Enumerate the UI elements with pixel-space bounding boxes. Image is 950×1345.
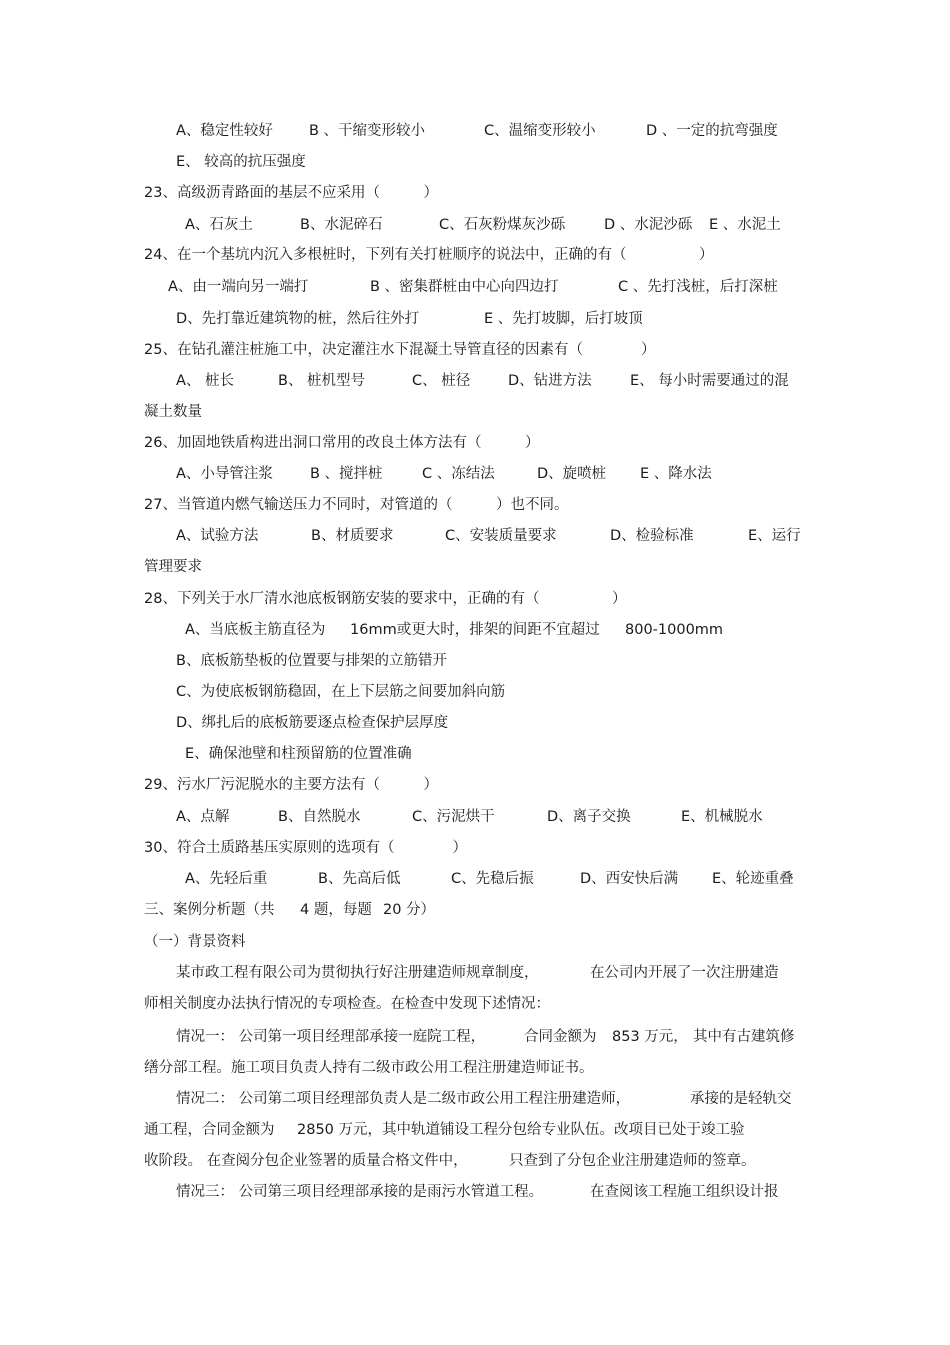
q23-option-e: E 、水泥土: [709, 217, 781, 233]
q25-option-a: A、 桩长: [176, 373, 235, 389]
q22-option-d: D 、一定的抗弯强度: [646, 123, 778, 139]
q22-options-row-1: [0, 118, 950, 144]
q24-options-row-1: [0, 274, 950, 300]
case-1-situation-1-line-1: 情况一： 公司第一项目经理部承接一庭院工程， 合同金额为 853 万元， 其中有古建筑修: [176, 1029, 795, 1045]
q25-option-d: D、钻进方法: [508, 373, 592, 389]
q29-options: [0, 804, 950, 830]
q26-option-c: C 、冻结法: [422, 466, 495, 482]
q23-option-b: B、水泥碎石: [300, 217, 383, 233]
q27-option-a: A、试验方法: [176, 528, 259, 544]
q29-stem: 29、污水厂污泥脱水的主要方法有（ ）: [144, 777, 438, 793]
q22-option-a: A、稳定性较好: [176, 123, 273, 139]
q24-options-row-2: [0, 306, 950, 332]
q26-option-e: E 、降水法: [640, 466, 712, 482]
q24-option-b: B 、密集群桩由中心向四边打: [370, 279, 559, 295]
q30-option-c: C、先稳后振: [451, 871, 534, 887]
q27-options: [0, 523, 950, 549]
case-1-situation-3-line-1: 情况三： 公司第三项目经理部承接的是雨污水管道工程。 在查阅该工程施工组织设计报: [176, 1184, 779, 1200]
q24-option-a: A、由一端向另一端打: [168, 279, 309, 295]
q30-option-a: A、先轻后重: [185, 871, 268, 887]
q30-option-d: D、西安快后满: [580, 871, 679, 887]
q29-option-b: B、自然脱水: [278, 809, 361, 825]
q22-options-row-2: [0, 149, 950, 175]
q27-option-e-continued: 管理要求: [144, 559, 202, 575]
q29-option-c: C、污泥烘干: [412, 809, 495, 825]
case-1-title: （一）背景资料: [144, 934, 246, 950]
q28-option-d: D、绑扎后的底板筋要逐点检查保护层厚度: [176, 715, 449, 731]
q22-option-c: C、温缩变形较小: [484, 123, 596, 139]
q25-options: [0, 368, 950, 394]
q30-stem: 30、符合土质路基压实原则的选项有（ ）: [144, 840, 467, 856]
q27-option-b: B、材质要求: [311, 528, 394, 544]
q25-option-e: E、 每小时需要通过的混: [630, 373, 789, 389]
q27-option-e: E、运行: [748, 528, 801, 544]
q24-stem: 24、在一个基坑内沉入多根桩时，下列有关打桩顺序的说法中，正确的有（ ）: [144, 247, 714, 263]
section-3-heading: 三、案例分析题（共 4 题，每题 20 分）: [144, 902, 436, 918]
q22-option-b: B 、干缩变形较小: [309, 123, 426, 139]
q28-option-b: B、底板筋垫板的位置要与排架的立筋错开: [176, 653, 447, 669]
q30-option-b: B、先高后低: [318, 871, 401, 887]
q25-option-b: B、 桩机型号: [278, 373, 366, 389]
q27-stem: 27、当管道内燃气输送压力不同时，对管道的（ ）也不同。: [144, 497, 569, 513]
q29-option-d: D、离子交换: [547, 809, 631, 825]
q28-option-c: C、为使底板钢筋稳固，在上下层筋之间要加斜向筋: [176, 684, 506, 700]
q23-option-c: C、石灰粉煤灰沙砾: [439, 217, 566, 233]
case-1-intro-line-2: 师相关制度办法执行情况的专项检查。在检查中发现下述情况：: [144, 996, 550, 1012]
case-1-situation-1-line-2: 缮分部工程。施工项目负责人持有二级市政公用工程注册建造师证书。: [144, 1060, 594, 1076]
q28-option-e: E、确保池壁和柱预留筋的位置准确: [185, 746, 412, 762]
q24-option-d: D、先打靠近建筑物的桩，然后往外打: [176, 311, 420, 327]
q22-option-e: E、 较高的抗压强度: [176, 154, 306, 170]
q23-option-a: A、石灰土: [185, 217, 253, 233]
case-1-intro-line-1: 某市政工程有限公司为贯彻执行好注册建造师规章制度， 在公司内开展了一次注册建造: [176, 965, 779, 981]
q26-option-d: D、旋喷桩: [537, 466, 607, 482]
q24-option-e: E 、先打坡脚，后打坡顶: [484, 311, 643, 327]
case-1-situation-2-line-2: 通工程，合同金额为 2850 万元，其中轨道铺设工程分包给专业队伍。改项目已处于竣工验: [144, 1122, 745, 1138]
case-1-situation-2-line-1: 情况二： 公司第二项目经理部负责人是二级市政公用工程注册建造师， 承接的是轻轨交: [176, 1091, 792, 1107]
q30-options: [0, 866, 950, 892]
q24-option-c: C 、先打浅桩，后打深桩: [618, 279, 778, 295]
q28-stem: 28、下列关于水厂清水池底板钢筋安装的要求中，正确的有（ ）: [144, 591, 627, 607]
q25-option-c: C、 桩径: [412, 373, 471, 389]
q26-options: [0, 461, 950, 487]
q27-option-c: C、安装质量要求: [445, 528, 557, 544]
q27-option-d: D、检验标准: [610, 528, 694, 544]
q25-option-e-continued: 凝土数量: [144, 404, 202, 420]
q23-stem: 23、高级沥青路面的基层不应采用（ ）: [144, 185, 438, 201]
q23-option-d: D 、水泥沙砾: [604, 217, 693, 233]
case-1-situation-2-line-3: 收阶段。 在查阅分包企业签署的质量合格文件中， 只查到了分包企业注册建造师的签章。: [144, 1153, 756, 1169]
q28-option-a: A、当底板主筋直径为 16mm或更大时，排架的间距不宜超过 800-1000mm: [185, 622, 724, 638]
q29-option-a: A、点解: [176, 809, 230, 825]
q29-option-e: E、机械脱水: [681, 809, 763, 825]
q26-stem: 26、加固地铁盾构进出洞口常用的改良土体方法有（ ）: [144, 435, 540, 451]
q26-option-b: B 、搅拌桩: [310, 466, 383, 482]
q26-option-a: A、小导管注浆: [176, 466, 273, 482]
q30-option-e: E、轮迹重叠: [712, 871, 794, 887]
q23-options: [0, 212, 950, 238]
q25-stem: 25、在钻孔灌注桩施工中，决定灌注水下混凝土导管直径的因素有（ ）: [144, 342, 656, 358]
